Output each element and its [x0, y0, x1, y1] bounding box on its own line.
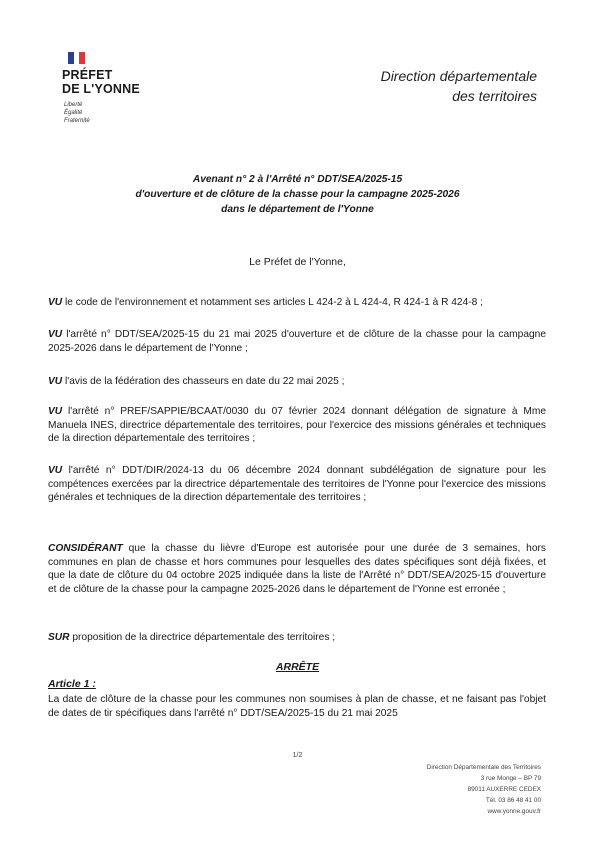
prefet-line1: PRÉFET [62, 68, 113, 82]
prefet-salutation: Le Préfet de l'Yonne, [249, 256, 346, 268]
paragraph-vu-delegation [48, 405, 546, 446]
devise [64, 101, 90, 125]
direction-line2: des territoires [452, 88, 537, 104]
paragraph-keyword: VU [48, 465, 63, 476]
direction-line1: Direction départementale [380, 68, 537, 84]
paragraph-text: le code de l'environnement et notamment ses articles L 424-2 à L 424-4, R 424-1 à R 424-8 ; [62, 297, 483, 308]
title-line1: Avenant n° 2 à l'Arrêté n° DDT/SEA/2025-15 [192, 174, 403, 185]
devise-egalite: Égalité [64, 110, 83, 116]
footer-line2: 3 rue Monge – BP 79 [480, 775, 541, 782]
arrete-heading: ARRÊTE [275, 661, 320, 673]
devise-liberte: Liberté [64, 102, 83, 108]
direction-heading [381, 66, 537, 106]
paragraph-keyword: CONSIDÉRANT [48, 543, 123, 554]
page-number: 1/2 [292, 752, 303, 759]
prefet-line2: DE L'YONNE [62, 82, 140, 96]
article-1-text: La date de clôture de la chasse pour les communes non soumises à plan de chasse, et ne faisant pas l'objet de dates de tir spécifiques dans l'arrêté n° DDT/SEA/2025-15 du 21 mai 2025 [48, 694, 546, 719]
footer-line1: Direction Départementale des Territoires [426, 764, 541, 771]
paragraph-text: que la chasse du lièvre d'Europe est autorisée pour une durée de 3 semaines, hors communes en plan de chasse et hors communes pour lesquelles des dates spécifiques sont déjà fixées, et que la date de clôture du 04 octobre 2025 indiquée dans la liste de l'Arrêté n° DDT/SEA/2025-15 d'ouverture et de clôture de la chasse pour la campagne 2025-2026 dans le département de l'Yonne est erronée ; [48, 543, 546, 595]
paragraph-sur-proposition [48, 631, 546, 645]
paragraph-vu-code [48, 296, 546, 310]
paragraph-keyword: SUR [48, 632, 70, 643]
devise-fraternite: Fraternité [64, 118, 90, 124]
paragraph-keyword: VU [48, 406, 63, 417]
footer-line4: Tél. 03 86 48 41 00 [485, 797, 541, 804]
title-line3: dans le département de l'Yonne [221, 204, 374, 215]
title-line2: d'ouverture et de clôture de la chasse pour la campagne 2025-2026 [135, 189, 460, 200]
paragraph-keyword: VU [48, 329, 63, 340]
paragraph-keyword: VU [48, 376, 63, 387]
paragraph-vu-subdelegation [48, 464, 546, 505]
paragraph-keyword: VU [48, 297, 63, 308]
footer-line5: www.yonne.gouv.fr [487, 808, 541, 815]
flag-red-band [79, 52, 85, 64]
paragraph-vu-arrete-2025 [48, 328, 546, 355]
footer-line3: 89011 AUXERRE CEDEX [467, 786, 541, 793]
paragraph-text: proposition de la directrice départementale des territoires ; [69, 632, 336, 643]
prefecture-logo-text [62, 68, 140, 96]
document-title [60, 172, 535, 217]
paragraph-text: l'arrêté n° PREF/SAPPIE/BCAAT/0030 du 07 février 2024 donnant délégation de signature à Mme Manuela INES, directrice départementale des territoires, pour l'exercice des missions générales et techniques de la direction départementale des territoires ; [48, 406, 546, 444]
article-1-title: Article 1 : [48, 678, 96, 690]
footer-address [427, 762, 541, 817]
paragraph-text: l'arrêté n° DDT/SEA/2025-15 du 21 mai 2025 d'ouverture et de clôture de la chasse pour la campagne 2025-2026 dans le département de l'Yonne ; [48, 329, 546, 354]
paragraph-text: l'avis de la fédération des chasseurs en date du 22 mai 2025 ; [62, 376, 345, 387]
paragraph-text: l'arrêté n° DDT/DIR/2024-13 du 06 décembre 2024 donnant subdélégation de signature pour les compétences exercées par la directrice départementale des territoires de l'Yonne pour l'exercice des missions générales et techniques de la direction départementale des territoires ; [48, 465, 546, 503]
paragraph-considerant [48, 542, 546, 596]
marianne-flag-icon [68, 52, 85, 64]
paragraph-vu-avis [48, 375, 546, 389]
